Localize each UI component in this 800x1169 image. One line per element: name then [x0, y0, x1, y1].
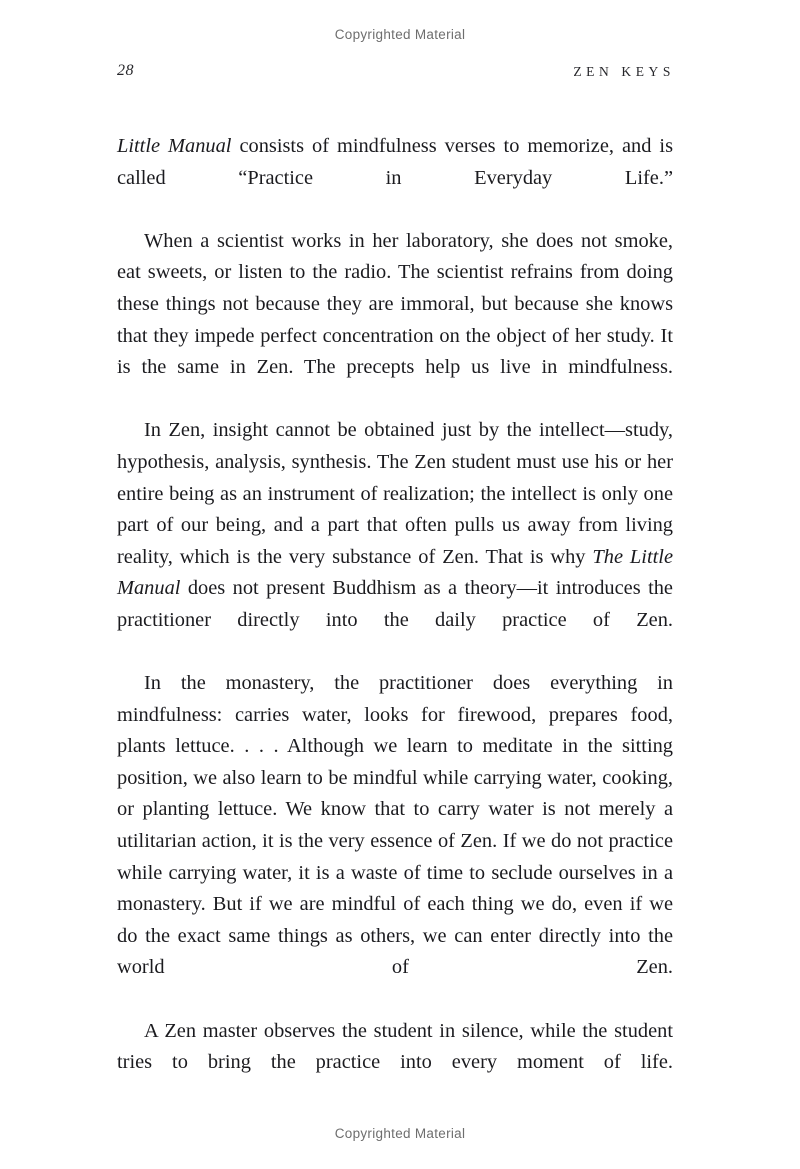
text-run: does not present Buddhism as a theory—it introduces the practitioner directly into the daily practice of Zen. — [117, 577, 673, 631]
copyright-watermark-bottom: Copyrighted Material — [334, 1126, 466, 1141]
copyright-watermark-top: Copyrighted Material — [334, 27, 466, 42]
para-monastery — [117, 668, 673, 1016]
para-insight — [117, 415, 673, 668]
running-head — [117, 62, 675, 82]
text-run: In Zen, insight cannot be obtained just by the intellect—study, hypothesis, analysis, synthesis. The Zen student must use his or her entire being as an instrument of realization; the intellect is only one part of our being, and a part that often pulls us away from living reality, which is the very substance of Zen. That is why — [117, 419, 673, 568]
book-title-running-head: ZEN KEYS — [573, 64, 675, 79]
italic-title-run: Little Manual — [117, 135, 232, 157]
body-text-block — [117, 131, 673, 1110]
text-run: When a scientist works in her laboratory, she does not smoke, eat sweets, or listen to the radio. The scientist refrains from doing these things not because they are immoral, but because she knows that they impede perfect concentration on the object of her study. It is the same in Zen. The precepts help us live in mindfulness. — [117, 229, 673, 379]
para-scientist — [117, 226, 673, 416]
para-little-manual — [117, 131, 673, 226]
text-run: In the monastery, the practitioner does everything in mindfulness: carries water, looks for firewood, prepares food, plants lettuce. . . . Although we learn to meditate in the sitting position, we also learn to be mindful while carrying water, cooking, or planting lettuce. We know that to carry water is not merely a utilitarian action, it is the very essence of Zen. If we do not practice while carrying water, it is a waste of time to seclude ourselves in a monastery. But if we are mindful of each thing we do, even if we do the exact same things as others, we can enter directly into the world of Zen. — [117, 672, 673, 979]
para-zen-master — [117, 1016, 673, 1111]
text-run: A Zen master observes the student in silence, while the student tries to bring the practice into every moment of life. — [117, 1019, 673, 1074]
page-number: 28 — [117, 62, 134, 79]
text-run: consists of mindfulness verses to memorize, and is called “Practice in Everyday Life.” — [117, 135, 674, 189]
italic-title-run: The Little Manual — [117, 545, 673, 600]
